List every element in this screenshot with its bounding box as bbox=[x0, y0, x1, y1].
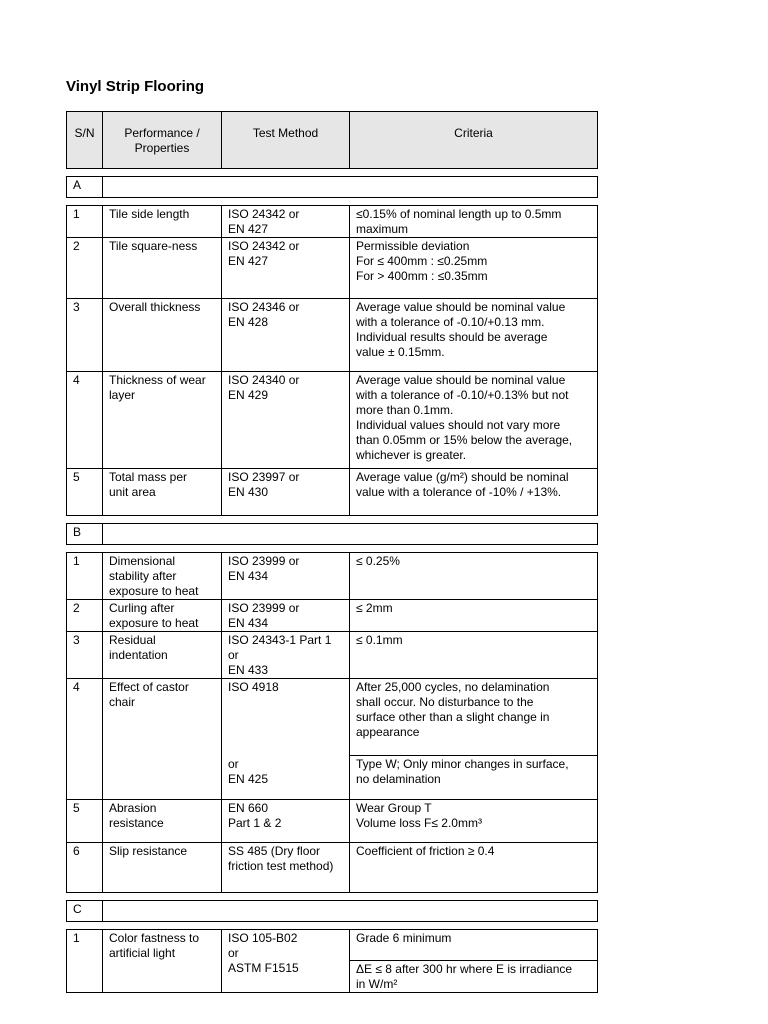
cell-test-method bbox=[222, 469, 350, 516]
section-label: A bbox=[67, 177, 103, 198]
cell-text-line: or bbox=[228, 648, 239, 662]
cell-criteria bbox=[350, 238, 598, 299]
cell-text-line: Tile square-ness bbox=[109, 239, 198, 253]
cell-sn: 4 bbox=[67, 679, 103, 800]
cell-property bbox=[103, 679, 222, 800]
cell-criteria bbox=[350, 961, 598, 993]
cell-criteria bbox=[350, 756, 598, 800]
table-row bbox=[67, 469, 598, 516]
cell-text-line: Effect of castor bbox=[109, 680, 189, 694]
table-row bbox=[67, 679, 598, 756]
table-row bbox=[67, 800, 598, 843]
cell-text-line: Type W; Only minor changes in surface, bbox=[356, 757, 569, 771]
cell-text-line: EN 425 bbox=[228, 771, 269, 786]
cell-text-line: indentation bbox=[109, 648, 168, 662]
cell-text-line: Tile side length bbox=[109, 207, 190, 221]
cell-test-method bbox=[222, 930, 350, 993]
cell-text-line: Color fastness to bbox=[109, 931, 200, 945]
cell-text-line: ISO 105-B02 bbox=[228, 931, 298, 945]
cell-text-line: Overall thickness bbox=[109, 300, 201, 314]
cell-test-method bbox=[222, 800, 350, 843]
cell-text-line: Slip resistance bbox=[109, 844, 188, 858]
cell-text-line: EN 428 bbox=[228, 315, 269, 329]
cell-text-line: Individual results should be average bbox=[356, 330, 548, 344]
cell-text-line: Residual bbox=[109, 633, 156, 647]
header-performance-line: Performance / bbox=[124, 126, 200, 140]
cell-text-line: ISO 4918 bbox=[228, 680, 279, 694]
cell-sn: 3 bbox=[67, 632, 103, 679]
cell-text-line: ASTM F1515 bbox=[228, 961, 299, 975]
cell-test-method bbox=[222, 206, 350, 238]
cell-text-line: Individual values should not vary more bbox=[356, 418, 561, 432]
cell-sn: 2 bbox=[67, 600, 103, 632]
cell-text-line: appearance bbox=[356, 725, 420, 739]
cell-text-line: with a tolerance of -0.10/+0.13 mm. bbox=[356, 315, 545, 329]
header-performance bbox=[103, 112, 222, 169]
cell-text-line: maximum bbox=[356, 222, 409, 236]
cell-text-line: value with a tolerance of -10% / +13%. bbox=[356, 485, 562, 499]
cell-text-line: ISO 23997 or bbox=[228, 470, 300, 484]
cell-text-line: Thickness of wear bbox=[109, 373, 206, 387]
cell-text-line: ISO 24343-1 Part 1 bbox=[228, 633, 332, 647]
cell-text-line: no delamination bbox=[356, 772, 441, 786]
cell-text-line: chair bbox=[109, 695, 136, 709]
header-test-method: Test Method bbox=[222, 112, 350, 169]
cell-text-line: stability after bbox=[109, 569, 177, 583]
section-filler bbox=[103, 177, 598, 198]
cell-text-line: For ≤ 400mm : ≤0.25mm bbox=[356, 254, 488, 268]
cell-text-line: Average value should be nominal value bbox=[356, 300, 566, 314]
cell-text-line: ≤ 0.1mm bbox=[356, 633, 403, 647]
cell-property bbox=[103, 206, 222, 238]
cell-text-line: or bbox=[228, 756, 239, 771]
cell-criteria bbox=[350, 372, 598, 469]
cell-test-method bbox=[222, 372, 350, 469]
cell-sn: 3 bbox=[67, 299, 103, 372]
cell-property bbox=[103, 372, 222, 469]
cell-text-line: Average value (g/m²) should be nominal bbox=[356, 470, 569, 484]
cell-test-method bbox=[222, 553, 350, 600]
cell-sn: 6 bbox=[67, 843, 103, 893]
cell-text-line: ≤ 0.25% bbox=[356, 554, 400, 568]
cell-test-method bbox=[222, 238, 350, 299]
cell-text-line: surface other than a slight change in bbox=[356, 710, 550, 724]
cell-text-line: layer bbox=[109, 388, 136, 402]
cell-text-line: more than 0.1mm. bbox=[356, 403, 454, 417]
cell-text-line: EN 434 bbox=[228, 569, 269, 583]
document-title: Vinyl Strip Flooring bbox=[66, 78, 205, 95]
cell-text-line: resistance bbox=[109, 816, 164, 830]
cell-text-line: whichever is greater. bbox=[356, 448, 467, 462]
cell-test-method bbox=[222, 756, 350, 800]
cell-text-line: shall occur. No disturbance to the bbox=[356, 695, 534, 709]
cell-text-line: Abrasion bbox=[109, 801, 157, 815]
cell-text-line: Total mass per bbox=[109, 470, 188, 484]
table-row bbox=[67, 372, 598, 469]
cell-text-line: in W/m² bbox=[356, 977, 398, 991]
cell-property bbox=[103, 843, 222, 893]
cell-text-line: After 25,000 cycles, no delamination bbox=[356, 680, 550, 694]
cell-text-line: exposure to heat bbox=[109, 616, 199, 630]
cell-text-line: Dimensional bbox=[109, 554, 176, 568]
cell-criteria bbox=[350, 600, 598, 632]
cell-sn: 1 bbox=[67, 553, 103, 600]
cell-text-line: Coefficient of friction ≥ 0.4 bbox=[356, 844, 495, 858]
section-filler bbox=[103, 901, 598, 922]
section-row-b bbox=[67, 524, 598, 545]
cell-text-line: ≤ 2mm bbox=[356, 601, 393, 615]
cell-property bbox=[103, 600, 222, 632]
cell-text-line: Average value should be nominal value bbox=[356, 373, 566, 387]
section-label: C bbox=[67, 901, 103, 922]
cell-criteria bbox=[350, 800, 598, 843]
table-row bbox=[67, 206, 598, 238]
cell-property bbox=[103, 930, 222, 993]
cell-criteria bbox=[350, 632, 598, 679]
cell-text-line: ISO 24346 or bbox=[228, 300, 300, 314]
cell-text-line: Part 1 & 2 bbox=[228, 816, 282, 830]
cell-text-line: ΔE ≤ 8 after 300 hr where E is irradiance bbox=[356, 962, 573, 976]
cell-text-line: EN 427 bbox=[228, 254, 269, 268]
cell-text-line: Permissible deviation bbox=[356, 239, 470, 253]
cell-text-line: EN 429 bbox=[228, 388, 269, 402]
cell-text-line: EN 427 bbox=[228, 222, 269, 236]
cell-text-line: exposure to heat bbox=[109, 584, 199, 598]
header-criteria: Criteria bbox=[350, 112, 598, 169]
cell-text-line: Grade 6 minimum bbox=[356, 931, 452, 945]
header-performance-line: Properties bbox=[134, 141, 190, 155]
cell-text-line: ISO 23999 or bbox=[228, 601, 300, 615]
cell-property bbox=[103, 238, 222, 299]
cell-test-method bbox=[222, 600, 350, 632]
cell-text-line: EN 434 bbox=[228, 616, 269, 630]
cell-criteria bbox=[350, 299, 598, 372]
cell-criteria bbox=[350, 930, 598, 961]
cell-text-line: SS 485 (Dry floor bbox=[228, 844, 321, 858]
cell-criteria bbox=[350, 206, 598, 238]
cell-text-line: ≤0.15% of nominal length up to 0.5mm bbox=[356, 207, 562, 221]
cell-text-line: Wear Group T bbox=[356, 801, 432, 815]
cell-sn: 5 bbox=[67, 800, 103, 843]
section-label: B bbox=[67, 524, 103, 545]
cell-criteria bbox=[350, 843, 598, 893]
section-filler bbox=[103, 524, 598, 545]
cell-test-method bbox=[222, 843, 350, 893]
cell-test-method bbox=[222, 299, 350, 372]
header-sn: S/N bbox=[67, 112, 103, 169]
cell-property bbox=[103, 553, 222, 600]
section-row-c bbox=[67, 901, 598, 922]
table-row bbox=[67, 299, 598, 372]
cell-property bbox=[103, 469, 222, 516]
section-row-a bbox=[67, 177, 598, 198]
cell-text-line: Volume loss F≤ 2.0mm³ bbox=[356, 816, 482, 830]
cell-text-line: ISO 24342 or bbox=[228, 207, 300, 221]
table-row bbox=[67, 238, 598, 299]
table-row bbox=[67, 632, 598, 679]
cell-criteria bbox=[350, 469, 598, 516]
cell-test-method bbox=[222, 632, 350, 679]
cell-text-line: friction test method) bbox=[228, 859, 334, 873]
cell-property bbox=[103, 800, 222, 843]
table-row bbox=[67, 553, 598, 600]
cell-text-line: ISO 24342 or bbox=[228, 239, 300, 253]
cell-criteria bbox=[350, 679, 598, 756]
cell-sn: 1 bbox=[67, 206, 103, 238]
table-row bbox=[67, 930, 598, 961]
table-row bbox=[67, 843, 598, 893]
cell-text-line: For > 400mm : ≤0.35mm bbox=[356, 269, 488, 283]
cell-criteria bbox=[350, 553, 598, 600]
cell-text-line: Curling after bbox=[109, 601, 175, 615]
cell-sn: 2 bbox=[67, 238, 103, 299]
table-row bbox=[67, 600, 598, 632]
cell-test-method bbox=[222, 679, 350, 756]
cell-property bbox=[103, 299, 222, 372]
cell-text-line: or bbox=[228, 946, 239, 960]
table-header-row bbox=[67, 112, 598, 169]
cell-text-line: with a tolerance of -0.10/+0.13% but not bbox=[356, 388, 569, 402]
cell-text-line: ISO 23999 or bbox=[228, 554, 300, 568]
cell-text-line: ISO 24340 or bbox=[228, 373, 300, 387]
cell-text-line: than 0.05mm or 15% below the average, bbox=[356, 433, 573, 447]
cell-text-line: value ± 0.15mm. bbox=[356, 345, 445, 359]
specification-table bbox=[66, 111, 598, 993]
cell-text-line: artificial light bbox=[109, 946, 176, 960]
cell-text-line: EN 660 bbox=[228, 801, 269, 815]
cell-text-line: unit area bbox=[109, 485, 156, 499]
cell-text-line: EN 433 bbox=[228, 663, 269, 677]
cell-sn: 5 bbox=[67, 469, 103, 516]
cell-text-line: EN 430 bbox=[228, 485, 269, 499]
cell-sn: 4 bbox=[67, 372, 103, 469]
cell-property bbox=[103, 632, 222, 679]
cell-sn: 1 bbox=[67, 930, 103, 993]
